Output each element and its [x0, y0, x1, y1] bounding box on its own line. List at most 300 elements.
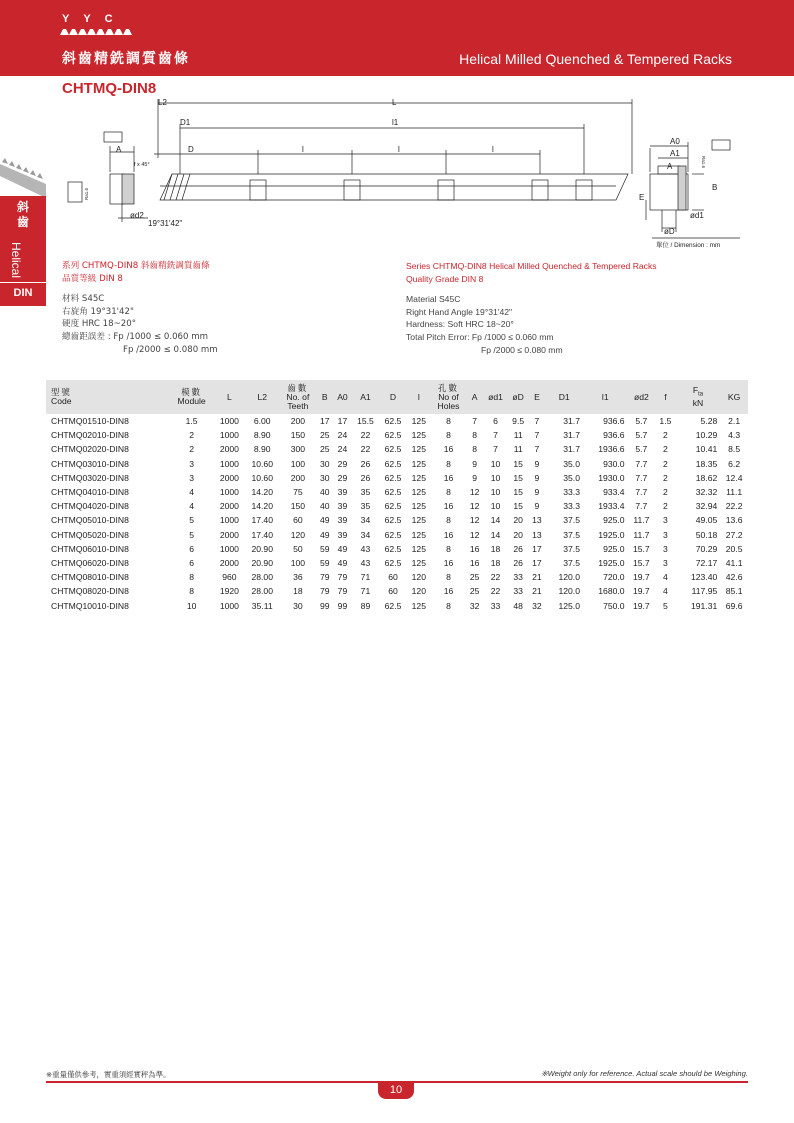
table-cell: 49	[319, 515, 330, 526]
page-title-zh: 斜齒精銑調質齒條	[62, 51, 190, 67]
table-cell: 125	[411, 472, 426, 483]
table-cell: 2000	[219, 501, 239, 512]
table-cell: 43	[360, 543, 371, 554]
table-cell: 15.7	[632, 557, 650, 568]
table-cell: 2	[663, 501, 668, 512]
side-tab-zh: 斜齒	[16, 200, 29, 229]
th-A0: A0	[337, 391, 348, 402]
table-cell: 22	[360, 430, 371, 441]
table-cell: 26	[360, 458, 371, 469]
table-cell: 12	[469, 529, 480, 540]
table-cell: 25	[469, 586, 480, 597]
dim-L: L	[392, 98, 397, 107]
table-cell: 15	[513, 472, 523, 483]
table-cell: 17	[319, 416, 330, 427]
table-cell: 8	[446, 572, 451, 583]
table-cell: 48	[513, 600, 523, 611]
page-header	[0, 0, 794, 76]
rack-technical-drawing	[62, 96, 742, 252]
table-cell: 123.40	[690, 572, 718, 583]
table-cell: 15	[513, 501, 523, 512]
table-cell: 15.5	[357, 416, 374, 427]
th-fta-unit: kN	[692, 398, 704, 409]
table-cell: 62.5	[384, 501, 402, 512]
table-cell: 4	[189, 487, 194, 498]
page-number: 10	[378, 1081, 414, 1099]
table-cell: 936.6	[603, 430, 625, 441]
table-cell: 8	[446, 416, 451, 427]
table-cell: 32	[469, 600, 480, 611]
table-cell: 16	[443, 529, 454, 540]
table-cell: 32.94	[695, 501, 718, 512]
dim-D: D	[188, 145, 194, 154]
table-cell: 1925.0	[598, 557, 625, 568]
table-cell: 62.5	[384, 557, 402, 568]
table-cell: 13.6	[725, 515, 743, 526]
table-cell: 62.5	[384, 416, 402, 427]
table-cell: 10.41	[695, 444, 718, 455]
table-cell: 7.7	[635, 458, 648, 469]
table-cell: 40	[319, 487, 330, 498]
table-cell: 14.20	[251, 501, 273, 512]
th-A: A	[471, 391, 478, 402]
table-cell: 34	[360, 515, 371, 526]
th-module-zh: 模數	[181, 387, 202, 397]
table-cell: 27.2	[725, 529, 743, 540]
table-row	[46, 598, 748, 612]
table-cell: 125	[411, 600, 426, 611]
table-cell: 32.32	[695, 487, 718, 498]
th-L2: L2	[257, 391, 267, 402]
table-cell: 59	[319, 557, 330, 568]
dim-l-3: l	[492, 145, 494, 154]
table-cell: 933.4	[603, 487, 625, 498]
table-cell: 300	[290, 444, 306, 455]
table-cell: 72.17	[695, 557, 718, 568]
table-cell: 125	[411, 501, 426, 512]
table-cell: 20.90	[251, 557, 273, 568]
table-cell: 19.7	[632, 586, 650, 597]
spec-pitch1-en: Total Pitch Error: Fp /1000 ≤ 0.060 mm	[406, 331, 554, 342]
table-cell: 1680.0	[598, 586, 625, 597]
table-cell: 21	[532, 572, 542, 583]
table-cell: 2	[663, 487, 668, 498]
table-cell: 9.5	[512, 416, 525, 427]
table-cell: 936.6	[603, 416, 625, 427]
table-cell: 4.3	[728, 430, 741, 441]
dim-l-1: l	[302, 145, 304, 154]
table-cell: 7	[534, 444, 540, 455]
spec-material-en: Material S45C	[406, 294, 461, 305]
table-cell: 14	[490, 529, 501, 540]
cell-code: CHTMQ04010-DIN8	[51, 487, 129, 498]
spec-series-zh: 系列 CHTMQ-DIN8 斜齒精銑調質齒條	[62, 261, 210, 271]
cell-code: CHTMQ02020-DIN8	[51, 444, 129, 455]
footer-note-zh: ※重量僅供參考，實重須經實秤為準。	[46, 1070, 171, 1079]
table-cell: 9	[534, 487, 540, 498]
table-cell: 99	[319, 600, 330, 611]
table-cell: 18	[490, 543, 501, 554]
th-teeth-en1: No. of	[286, 391, 310, 402]
table-cell: 191.31	[690, 600, 718, 611]
footer-note-en: ※Weight only for reference. Actual scale should be Weighing.	[541, 1069, 748, 1078]
table-cell: 10.29	[695, 430, 718, 441]
th-fta	[676, 380, 721, 414]
spec-series-en: Series CHTMQ-DIN8 Helical Milled Quenched & Tempered Racks	[406, 261, 657, 271]
specs-zh	[62, 260, 218, 356]
table-cell: 49	[319, 529, 330, 540]
dim-D1: D1	[180, 118, 191, 127]
table-cell: 8.5	[728, 444, 741, 455]
table-cell: 150	[290, 430, 306, 441]
th-E: E	[534, 391, 540, 402]
th-holes-en1: No of	[438, 391, 459, 402]
page-title-en: Helical Milled Quenched & Tempered Racks	[459, 51, 732, 67]
table-cell: 25	[319, 430, 330, 441]
table-cell: 11.1	[726, 487, 743, 498]
table-cell: 8	[446, 458, 451, 469]
cell-code: CHTMQ05010-DIN8	[51, 515, 129, 526]
table-cell: 10	[490, 501, 501, 512]
table-cell: 6.2	[728, 458, 741, 469]
table-cell: 33	[490, 600, 501, 611]
dim-E: E	[639, 193, 645, 202]
table-cell: 18.62	[695, 472, 718, 483]
th-D: D	[389, 391, 397, 402]
table-cell: 33	[513, 572, 523, 583]
table-cell: 71	[360, 586, 371, 597]
table-cell: 10	[490, 472, 501, 483]
table-cell: 33	[513, 586, 523, 597]
th-B: B	[321, 391, 328, 402]
table-cell: 120.0	[558, 586, 580, 597]
table-row	[46, 513, 748, 527]
spec-grade-zh: 品質等級 DIN 8	[62, 273, 123, 284]
table-row	[46, 471, 748, 485]
table-cell: 5	[663, 600, 668, 611]
table-cell: 8	[446, 430, 451, 441]
spec-material-zh: 材料 S45C	[62, 294, 105, 305]
cell-code: CHTMQ08010-DIN8	[51, 572, 129, 583]
table-cell: 37.5	[563, 557, 580, 568]
dim-A-right: A	[667, 162, 673, 171]
table-row	[46, 414, 748, 428]
table-cell: 62.5	[384, 472, 402, 483]
helical-gear-icon	[0, 158, 46, 198]
table-header-row	[46, 380, 748, 414]
table-cell: 8	[189, 586, 194, 597]
th-f: f	[664, 391, 667, 402]
th-od1: ød1	[488, 391, 503, 402]
table-cell: 9	[534, 458, 540, 469]
table-cell: 7	[493, 430, 498, 441]
table-cell: 35.11	[251, 600, 273, 611]
th-fta-main: F	[692, 384, 699, 395]
table-cell: 28.00	[251, 572, 273, 583]
cell-code: CHTMQ04020-DIN8	[51, 501, 129, 512]
table-cell: 1930.0	[598, 472, 625, 483]
spec-angle-en: Right Hand Angle 19°31'42"	[406, 306, 513, 317]
dim-l-2: l	[398, 145, 400, 154]
th-teeth-zh: 齒數	[287, 382, 309, 393]
spec-hardness-zh: 硬度 HRC 18~20°	[62, 319, 137, 330]
table-cell: 62.5	[384, 600, 402, 611]
helix-angle: 19°31'42"	[148, 219, 183, 228]
table-cell: 1000	[219, 430, 239, 441]
table-cell: 16	[443, 444, 454, 455]
table-cell: 32	[532, 600, 542, 611]
table-cell: 20	[513, 515, 523, 526]
table-cell: 40	[319, 501, 330, 512]
table-cell: 12	[469, 501, 480, 512]
table-cell: 99	[337, 600, 348, 611]
table-cell: 60	[293, 515, 303, 526]
table-cell: 2	[663, 472, 668, 483]
dim-l1: l1	[392, 118, 399, 127]
table-cell: 8	[472, 430, 478, 441]
table-cell: 125	[411, 458, 426, 469]
table-cell: 125	[411, 529, 426, 540]
th-oD: øD	[512, 391, 524, 402]
dim-B: B	[712, 183, 718, 192]
table-cell: 22.2	[725, 501, 743, 512]
table-cell: 70.29	[695, 543, 718, 554]
th-code-zh: 型號	[51, 387, 72, 397]
table-cell: 9	[534, 472, 540, 483]
table-cell: 3	[663, 543, 668, 554]
table-cell: 1.5	[185, 416, 198, 427]
dim-A1: A1	[670, 149, 680, 158]
table-cell: 10	[490, 487, 501, 498]
table-cell: 35.0	[563, 472, 580, 483]
table-cell: 31.7	[563, 416, 580, 427]
table-cell: 85.1	[725, 586, 743, 597]
table-cell: 2	[189, 444, 194, 455]
table-cell: 5.7	[635, 416, 648, 427]
table-cell: 2	[189, 430, 194, 441]
th-holes-zh: 孔數	[438, 382, 459, 393]
table-cell: 31.7	[563, 444, 580, 455]
table-cell: 7	[534, 430, 540, 441]
table-cell: 16	[443, 586, 454, 597]
table-cell: 7	[493, 444, 498, 455]
table-cell: 39	[337, 501, 348, 512]
table-cell: 28.00	[251, 586, 273, 597]
table-cell: 4	[663, 572, 668, 583]
table-cell: 17	[337, 416, 348, 427]
table-cell: 8.90	[253, 444, 271, 455]
table-cell: 120	[411, 586, 426, 597]
brand-logo: YYC	[62, 13, 127, 25]
table-row	[46, 457, 748, 471]
table-cell: 4	[189, 501, 194, 512]
table-cell: 117.95	[691, 586, 718, 597]
table-cell: 930.0	[603, 458, 625, 469]
spec-pitch2-zh: Fp /2000 ≤ 0.080 mm	[123, 344, 218, 355]
table-cell: 1000	[219, 416, 239, 427]
table-cell: 89	[360, 600, 371, 611]
table-cell: 36	[293, 572, 303, 583]
table-cell: 35	[360, 487, 371, 498]
table-cell: 17.40	[251, 529, 273, 540]
table-cell: 24	[337, 430, 348, 441]
table-cell: 21	[532, 586, 542, 597]
table-cell: 11	[513, 430, 523, 441]
table-row	[46, 499, 748, 513]
table-cell: 26	[360, 472, 371, 483]
table-cell: 120.0	[558, 572, 580, 583]
table-cell: 1933.4	[598, 501, 625, 512]
table-cell: 1000	[219, 487, 239, 498]
table-cell: 79	[337, 586, 348, 597]
dim-A-left: A	[116, 145, 122, 154]
table-cell: 16	[443, 472, 454, 483]
table-cell: 5.7	[635, 444, 648, 455]
table-row	[46, 528, 748, 542]
specs-en	[406, 260, 657, 356]
th-teeth-en2: Teeth	[287, 400, 309, 411]
table-cell: 29	[337, 458, 348, 469]
table-cell: 3	[189, 472, 194, 483]
table-cell: 25	[319, 444, 330, 455]
table-cell: 24	[337, 444, 348, 455]
table-cell: 35	[360, 501, 371, 512]
table-cell: 62.5	[384, 515, 402, 526]
table-row	[46, 584, 748, 598]
spec-table	[46, 380, 748, 613]
table-cell: 18.35	[695, 458, 718, 469]
roughness-right: Ra1.6	[701, 156, 706, 169]
table-cell: 7.7	[635, 501, 648, 512]
table-cell: 50.18	[695, 529, 718, 540]
th-fta-sub: ta	[698, 391, 704, 398]
table-cell: 62.5	[384, 529, 402, 540]
spec-pitch2-en: Fp /2000 ≤ 0.080 mm	[481, 344, 563, 355]
table-cell: 6	[189, 557, 194, 568]
table-cell: 37.5	[563, 543, 580, 554]
table-cell: 26	[513, 543, 523, 554]
table-cell: 60	[388, 572, 398, 583]
table-cell: 120	[290, 529, 306, 540]
table-row	[46, 442, 748, 456]
table-cell: 16	[443, 501, 454, 512]
table-cell: 15	[513, 458, 523, 469]
table-cell: 12	[469, 515, 480, 526]
table-cell: 9	[472, 458, 478, 469]
cell-code: CHTMQ01510-DIN8	[51, 416, 129, 427]
cell-code: CHTMQ02010-DIN8	[51, 430, 129, 441]
table-cell: 1.5	[659, 416, 672, 427]
table-cell: 925.0	[603, 515, 625, 526]
table-cell: 14.20	[251, 487, 273, 498]
table-cell: 75	[293, 487, 303, 498]
th-module-en: Module	[177, 396, 206, 406]
table-cell: 71	[360, 572, 371, 583]
table-cell: 1000	[219, 458, 239, 469]
table-cell: 39	[337, 487, 348, 498]
table-cell: 69.6	[725, 600, 743, 611]
table-cell: 200	[290, 472, 306, 483]
spec-hardness-en: Hardness: Soft HRC 18~20°	[406, 319, 514, 330]
th-module	[169, 380, 213, 414]
table-cell: 120	[411, 572, 426, 583]
table-cell: 2000	[219, 472, 239, 483]
cell-code: CHTMQ06020-DIN8	[51, 557, 129, 568]
table-cell: 11.7	[633, 529, 650, 540]
cell-code: CHTMQ10010-DIN8	[51, 600, 129, 611]
table-cell: 125	[411, 430, 426, 441]
table-cell: 20.90	[251, 543, 273, 554]
table-cell: 5.7	[635, 430, 648, 441]
table-cell: 8	[446, 515, 451, 526]
table-cell: 79	[337, 572, 348, 583]
th-kg: KG	[727, 391, 741, 402]
table-cell: 33.3	[563, 487, 580, 498]
table-cell: 17	[532, 543, 542, 554]
table-cell: 1936.6	[598, 444, 625, 455]
table-cell: 150	[290, 501, 306, 512]
table-body	[46, 414, 748, 613]
table-cell: 2	[663, 458, 668, 469]
table-cell: 33.3	[563, 501, 580, 512]
th-code	[46, 380, 169, 414]
table-cell: 11.7	[633, 515, 650, 526]
table-cell: 1920	[219, 586, 239, 597]
table-cell: 16	[469, 557, 480, 568]
table-cell: 15	[513, 487, 523, 498]
table-cell: 1000	[219, 543, 239, 554]
table-cell: 17	[532, 557, 542, 568]
spec-grade-en: Quality Grade DIN 8	[406, 273, 484, 284]
table-cell: 7.7	[635, 472, 648, 483]
table-cell: 8	[446, 543, 451, 554]
table-cell: 1925.0	[598, 529, 625, 540]
table-cell: 49	[337, 543, 348, 554]
cell-code: CHTMQ03010-DIN8	[51, 458, 129, 469]
th-holes	[431, 380, 466, 414]
table-cell: 30	[293, 600, 303, 611]
table-row	[46, 485, 748, 499]
table-cell: 13	[532, 529, 542, 540]
table-cell: 31.7	[563, 430, 580, 441]
side-tab-en: Helical	[9, 242, 23, 279]
table-cell: 79	[319, 586, 330, 597]
table-cell: 125	[411, 416, 426, 427]
table-cell: 20.5	[725, 543, 743, 554]
table-cell: 17.40	[251, 515, 273, 526]
table-cell: 8	[472, 444, 478, 455]
table-cell: 12	[469, 487, 480, 498]
dim-od2: ød2	[130, 211, 144, 220]
table-cell: 39	[337, 515, 348, 526]
table-cell: 8	[189, 572, 194, 583]
table-cell: 125	[411, 543, 426, 554]
th-L: L	[226, 391, 232, 402]
table-cell: 720.0	[603, 572, 625, 583]
table-cell: 62.5	[384, 458, 402, 469]
table-cell: 19.7	[632, 600, 650, 611]
table-cell: 925.0	[603, 543, 625, 554]
table-cell: 13	[532, 515, 542, 526]
table-cell: 960	[222, 572, 237, 583]
table-cell: 5	[189, 529, 194, 540]
table-cell: 11	[513, 444, 523, 455]
table-cell: 2000	[219, 444, 239, 455]
table-cell: 7.7	[635, 487, 648, 498]
table-cell: 62.5	[384, 487, 402, 498]
table-cell: 750.0	[603, 600, 625, 611]
table-cell: 3	[663, 529, 668, 540]
